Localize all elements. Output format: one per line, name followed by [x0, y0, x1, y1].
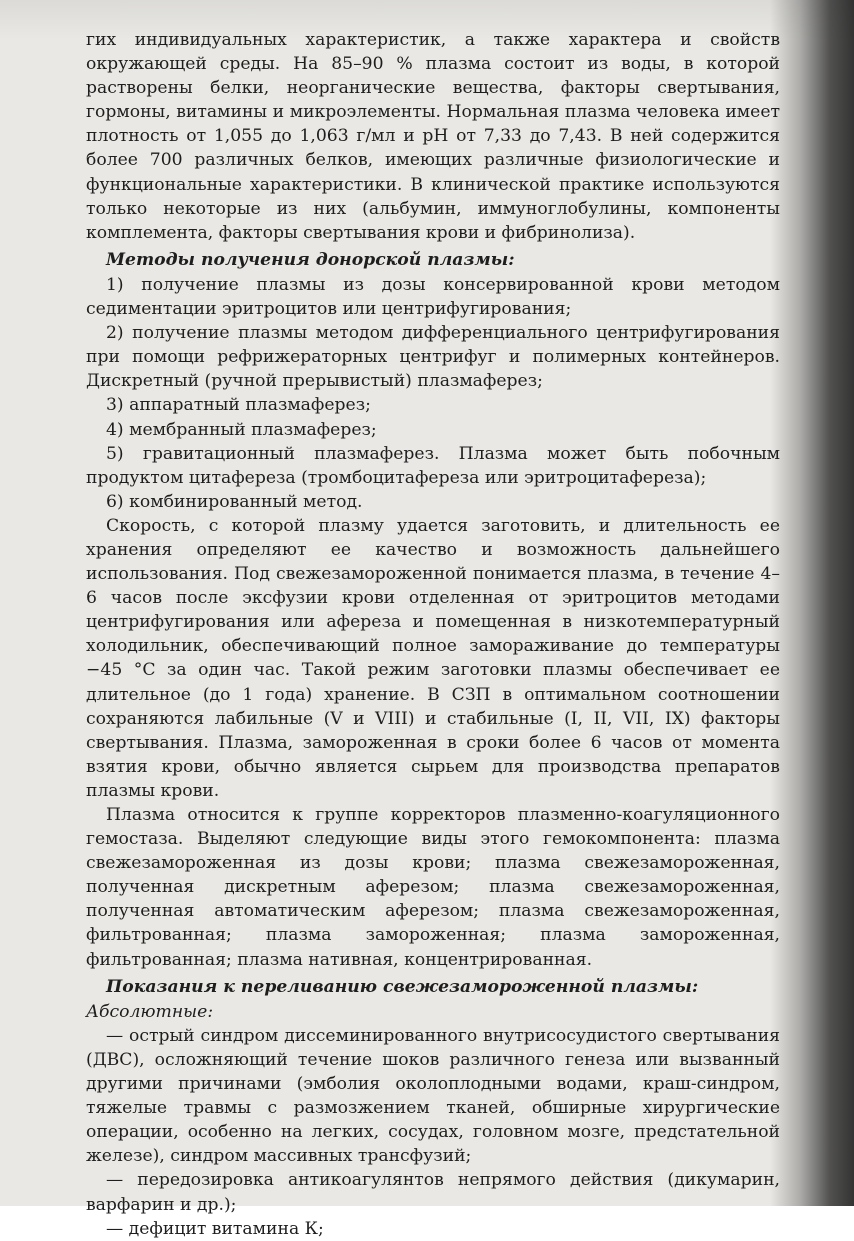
methods-item-2: 2) получение плазмы методом дифференциального центрифугирования при помощи рефрижераторных центрифуг и полимерных контейнеров. Дискретный (ручной прерывистый) плазмаферез; — [86, 323, 780, 392]
methods-item-6: 6) комбинированный метод. — [106, 491, 363, 512]
methods-item-5: 5) гравитационный плазмаферез. Плазма может быть побочным продуктом цитафереза (тромбоцитафереза или эритроцитафереза); — [86, 443, 780, 488]
absolute-item-3: — дефицит витамина К; — [106, 1218, 324, 1239]
absolute-label: Абсолютные: — [86, 1001, 214, 1022]
absolute-item-1: — острый синдром диссеминированного внутрисосудистого свертывания (ДВС), осложняющий течение шоков различного генеза или вызванный другими причинами (эмболия околоплодными водами, краш-синдром, тяжелые травмы с размозжением тканей, обширные хирургические операции, особенно на легких, сосудах, головном мозге, предстательной железе), синдром массивных трансфузий; — [86, 1025, 780, 1167]
paragraph-group: Плазма относится к группе корректоров плазменно-коагуляционного гемостаза. Выделяют следующие виды этого гемокомпонента: плазма свежезамороженная из дозы крови; плазма свежезамороженная, полученная дискретным аферезом; плазма свежезамороженная, полученная автоматическим аферезом; плазма свежезамороженная, фильтрованная; плазма замороженная; плазма замороженная, фильтрованная; плазма нативная, концентрированная. — [86, 805, 780, 970]
methods-item-3: 3) аппаратный плазмаферез; — [106, 395, 371, 416]
paragraph-intro: гих индивидуальных характеристик, а также характера и свойств окружающей среды. На 85–90 % плазма состоит из воды, в которой растворены белки, неорганические вещества, факторы свертывания, гормоны, витамины и микроэлементы. Нормальная плазма человека имеет плотность от 1,055 до 1,063 г/мл и pH от 7,33 до 7,43. В ней содержится более 700 различных белков, имеющих различные физиологические и функциональные характеристики. В клинической практике используются только некоторые из них (альбумин, иммуноглобулины, компоненты комплемента, факторы свертывания крови и фибринолиза). — [86, 30, 780, 243]
methods-item-1: 1) получение плазмы из дозы консервированной крови методом седиментации эритроцитов или центрифугирования; — [86, 274, 780, 320]
paragraph-speed: Скорость, с которой плазму удается заготовить, и длительность ее хранения определяют ее качество и возможность дальнейшего использования. Под свежезамороженной понимается плазма, в течение 4–6 часов после эксфузии крови отделенная от эритроцитов методами центрифугирования или афереза и помещенная в низкотемпературный холодильник, обеспечивающий полное замораживание до температуры −45 °С за один час. Такой режим заготовки плазмы обеспечивает ее длительное (до 1 года) хранение. В СЗП в оптимальном соотношении сохраняются лабильные (V и VIII) и стабильные (I, II, VII, IX) факторы свертывания. Плазма, замороженная в сроки более 6 часов от момента взятия крови, обычно является сырьем для производства препаратов плазмы крови. — [86, 515, 780, 801]
document-page — [86, 28, 780, 1241]
methods-item-4: 4) мембранный плазмаферез; — [106, 419, 377, 440]
heading-methods: Методы получения донорской плазмы: — [106, 249, 515, 270]
heading-indications: Показания к переливанию свежезамороженной плазмы: — [106, 976, 699, 997]
absolute-item-2: — передозировка антикоагулянтов непрямого действия (дикумарин, варфарин и др.); — [86, 1170, 780, 1215]
